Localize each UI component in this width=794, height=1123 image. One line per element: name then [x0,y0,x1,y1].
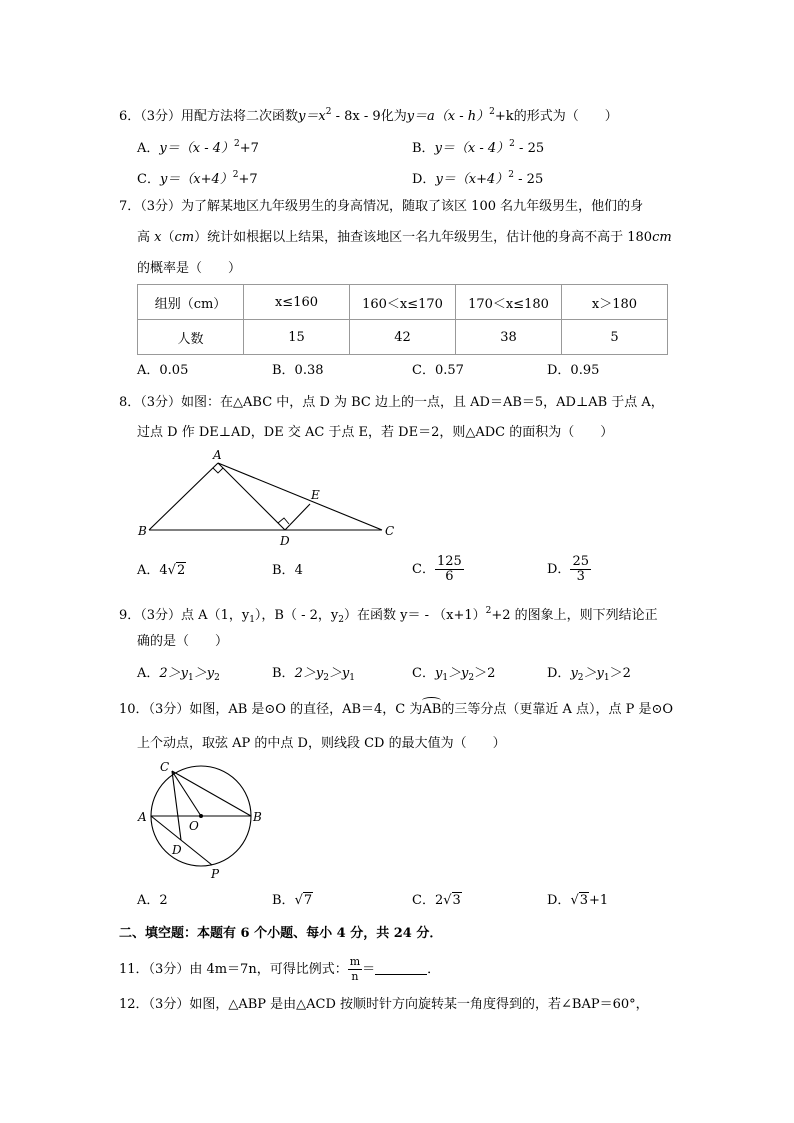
table-cell: 170＜x≤180 [456,285,562,320]
table-cell: 5 [562,320,668,355]
q8-triangle-figure [130,445,410,550]
label-e: E [311,488,320,502]
q7-stem-line2: 高 x（cm）统计如根据以上结果，抽查该地区一名九年级男生，估计他的身高不高于 180cm [137,230,672,245]
label-c: C [160,760,170,774]
q9-stem-line1: 9．（3分）点 A（1，$y_1$），B（ - 2，$y_2$）在函数 $y= - (x+1)^2+2$ 的图象上，则下列结论正 [119,606,658,625]
q11-answer-blank[interactable] [375,960,427,975]
q9-stem-line2: 确的是（ ） [137,634,229,649]
q10-stem-line2: 上个动点，取弦 AP 的中点 D，则线段 CD 的最大值为（ ） [137,736,506,751]
q6-stem: 6．（3分）用配方法将二次函数$y=x^2 - 8x - 9$化为y＝a（x - h）$^2$+k的形式为（ ） [119,107,618,124]
q9-option-a[interactable]: A．$2>y_1>y_2$ [137,666,220,683]
q6-option-c[interactable]: C．$y=(x+4)^2+7$ [137,170,258,187]
q11-stem: 11．（3分）由 4m＝7n，可得比例式： $\frac{m}{n}$ ＝ ． [119,955,441,983]
q7-stem-line3: 的概率是（ ） [137,261,242,276]
table-cell: x≤160 [244,285,350,320]
label-p: P [211,867,220,881]
label-b: B [138,524,147,538]
q7-option-b[interactable]: B．0.38 [272,363,324,378]
table-cell: 人数 [138,320,244,355]
label-a: A [138,810,147,824]
label-a: A [213,448,222,462]
q10-option-d[interactable]: D．√3+1 [547,893,609,908]
q7-option-d[interactable]: D．0.95 [547,363,600,378]
q6-option-a[interactable]: A．y＝（x - 4）$^2$+7 [137,139,259,156]
table-cell: 160＜x≤170 [350,285,456,320]
q10-circle-figure [132,758,272,883]
q8-option-c[interactable]: C． $\frac{125}{6}$ [412,554,462,584]
q7-stem-line1: 7．（3分）为了解某地区九年级男生的身高情况，随取了该区 100 名九年级男生，他们的身 [119,199,644,214]
q8-stem-line1: 8．（3分）如图：在△ABC 中，点 D 为 BC 边上的一点，且 AD＝AB＝5，AD⊥AB 于点 A， [119,395,664,410]
q7-option-c[interactable]: C．0.57 [412,363,464,378]
q7-frequency-table [137,284,668,355]
q8-option-a[interactable]: A．4√2 [137,563,186,578]
q10-option-b[interactable]: B．√7 [272,893,313,908]
q9-option-b[interactable]: B．$2>y_2>y_1$ [272,666,356,683]
table-cell: 组别（cm） [138,285,244,320]
label-d: D [172,843,182,857]
q10-option-c[interactable]: C．2√3 [412,893,461,908]
label-d: D [280,534,290,548]
table-header-row [138,285,668,320]
arc-ab: AB [422,700,441,720]
table-cell: 15 [244,320,350,355]
q9-option-c[interactable]: C．$y_1>y_2>2$ [412,666,496,683]
q10-option-a[interactable]: A．2 [137,893,168,908]
label-o: O [189,819,199,833]
section-2-heading: 二、填空题：本题有 6 个小题、每小 4 分，共 24 分． [119,926,443,941]
q9-option-d[interactable]: D．$y_2>y_1>2$ [547,666,631,683]
q8-option-b[interactable]: B．4 [272,563,303,578]
table-cell: 42 [350,320,456,355]
q6-option-d[interactable]: D．$y=(x+4)^2 - 25$ [412,170,544,187]
table-cell: 38 [456,320,562,355]
q6-option-b[interactable]: B．y＝（x - 4）$^2$ - 25 [412,139,545,156]
label-c: C [385,524,395,538]
q8-option-d[interactable]: D． $\frac{25}{3}$ [547,554,589,584]
table-cell: x＞180 [562,285,668,320]
label-b: B [253,810,262,824]
q10-stem-line1: 10．（3分）如图，AB 是⊙O 的直径，AB＝4，C 为AB的三等分点（更靠近 A 点），点 P 是⊙O [119,700,673,720]
table-row [138,320,668,355]
q8-stem-line2: 过点 D 作 DE⊥AD，DE 交 AC 于点 E，若 DE＝2，则△ADC 的面积为（ ） [137,425,614,440]
q7-option-a[interactable]: A．0.05 [137,363,189,378]
q12-stem: 12．（3分）如图，△ABP 是由△ACD 按顺时针方向旋转某一角度得到的，若∠BAP＝60°， [119,997,649,1012]
